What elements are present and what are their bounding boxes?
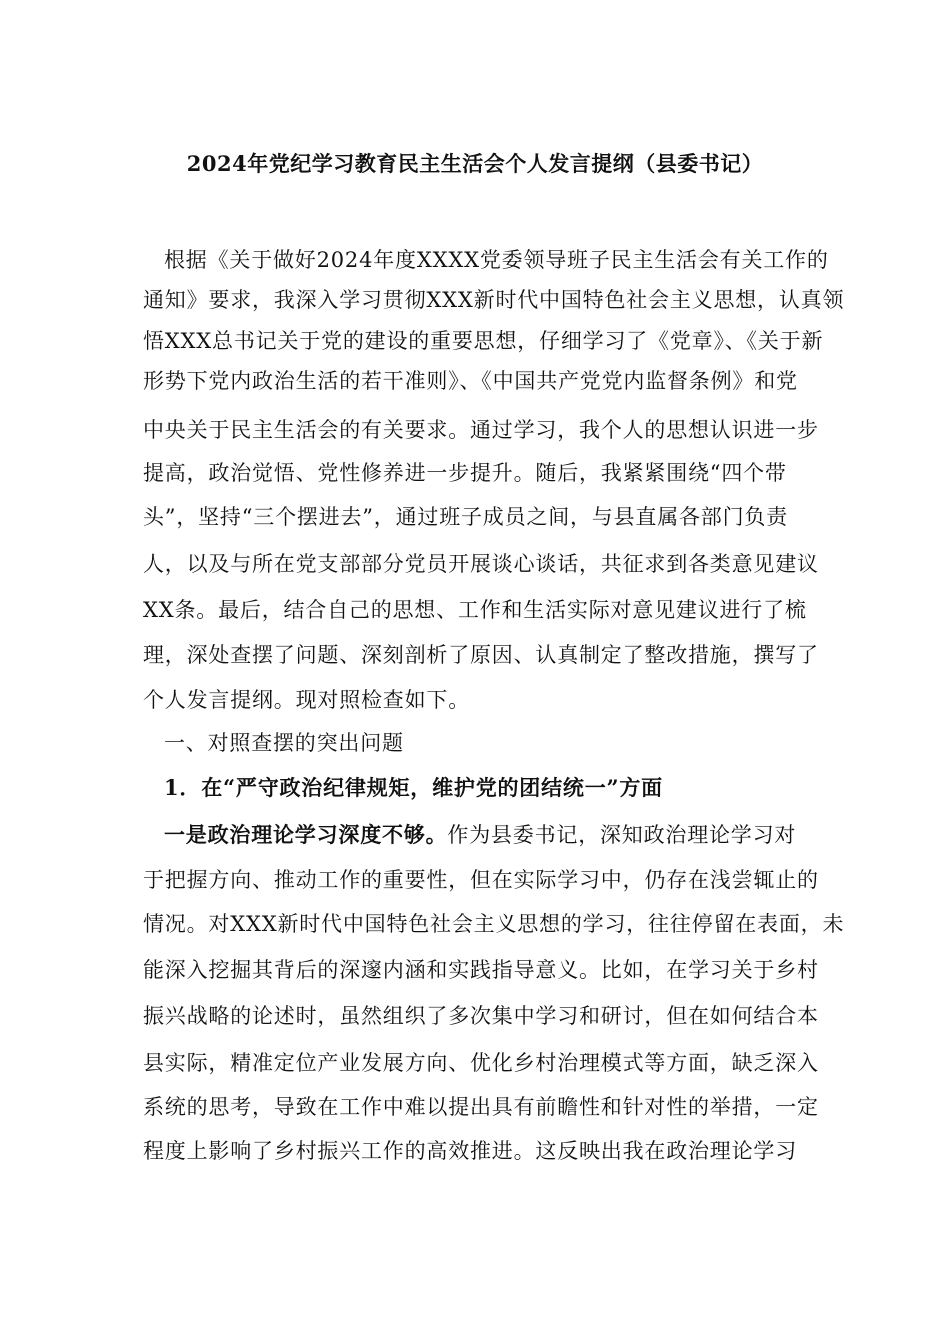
intro-line: 形势下党内政治生活的若干准则》、《中国共产党党内监督条例》和党 bbox=[143, 369, 798, 393]
point-line: 振兴战略的论述时，虽然组织了多次集中学习和研讨，但在如何结合本 bbox=[143, 1004, 819, 1028]
intro-line: 悟XXX总书记关于党的建设的重要思想，仔细学习了《党章》、《关于新 bbox=[143, 329, 824, 353]
section-heading: 一、对照查摆的突出问题 bbox=[164, 731, 404, 755]
intro-line: 理，深处查摆了问题、深刻剖析了原因、认真制定了整改措施，撰写了 bbox=[143, 643, 819, 667]
point-line: 系统的思考，导致在工作中难以提出具有前瞻性和针对性的举措，一定 bbox=[143, 1095, 819, 1119]
point-line: 县实际，精准定位产业发展方向、优化乡村治理模式等方面，缺乏深入 bbox=[143, 1051, 819, 1075]
intro-line: 根据《关于做好2024年度XXXX党委领导班子民主生活会有关工作的 bbox=[164, 248, 829, 272]
intro-line: 中央关于民主生活会的有关要求。通过学习，我个人的思想认识进一步 bbox=[143, 418, 819, 442]
point-line: 情况。对XXX新时代中国特色社会主义思想的学习，往往停留在表面，未 bbox=[143, 912, 845, 936]
intro-line: 个人发言提纲。现对照检查如下。 bbox=[143, 688, 470, 712]
intro-line: 人，以及与所在党支部部分党员开展谈心谈话，共征求到各类意见建议 bbox=[143, 552, 819, 576]
point-line: 能深入挖掘其背后的深邃内涵和实践指导意义。比如，在学习关于乡村 bbox=[143, 958, 819, 982]
point-lead: 一是政治理论学习深度不够。 bbox=[164, 822, 448, 847]
point-line: 程度上影响了乡村振兴工作的高效推进。这反映出我在政治理论学习 bbox=[143, 1139, 797, 1163]
intro-line: 头”，坚持“三个摆进去”，通过班子成员之间，与县直属各部门负责 bbox=[143, 505, 789, 529]
intro-line: 通知》要求，我深入学习贯彻XXX新时代中国特色社会主义思想，认真领 bbox=[143, 288, 845, 312]
intro-line: XX条。最后，结合自己的思想、工作和生活实际对意见建议进行了梳 bbox=[143, 598, 807, 622]
point-first-line bbox=[164, 815, 824, 855]
intro-line: 提高，政治觉悟、党性修养进一步提升。随后，我紧紧围绕“四个带 bbox=[143, 461, 787, 485]
point-line: 于把握方向、推动工作的重要性，但在实际学习中，仍存在浅尝辄止的 bbox=[143, 868, 819, 892]
subsection-heading: 1．在“严守政治纪律规矩，维护党的团结统一”方面 bbox=[164, 775, 663, 800]
document-title: 2024年党纪学习教育民主生活会个人发言提纲（县委书记） bbox=[186, 151, 764, 176]
point-first-line-rest: 作为县委书记，深知政治理论学习对 bbox=[447, 823, 797, 847]
